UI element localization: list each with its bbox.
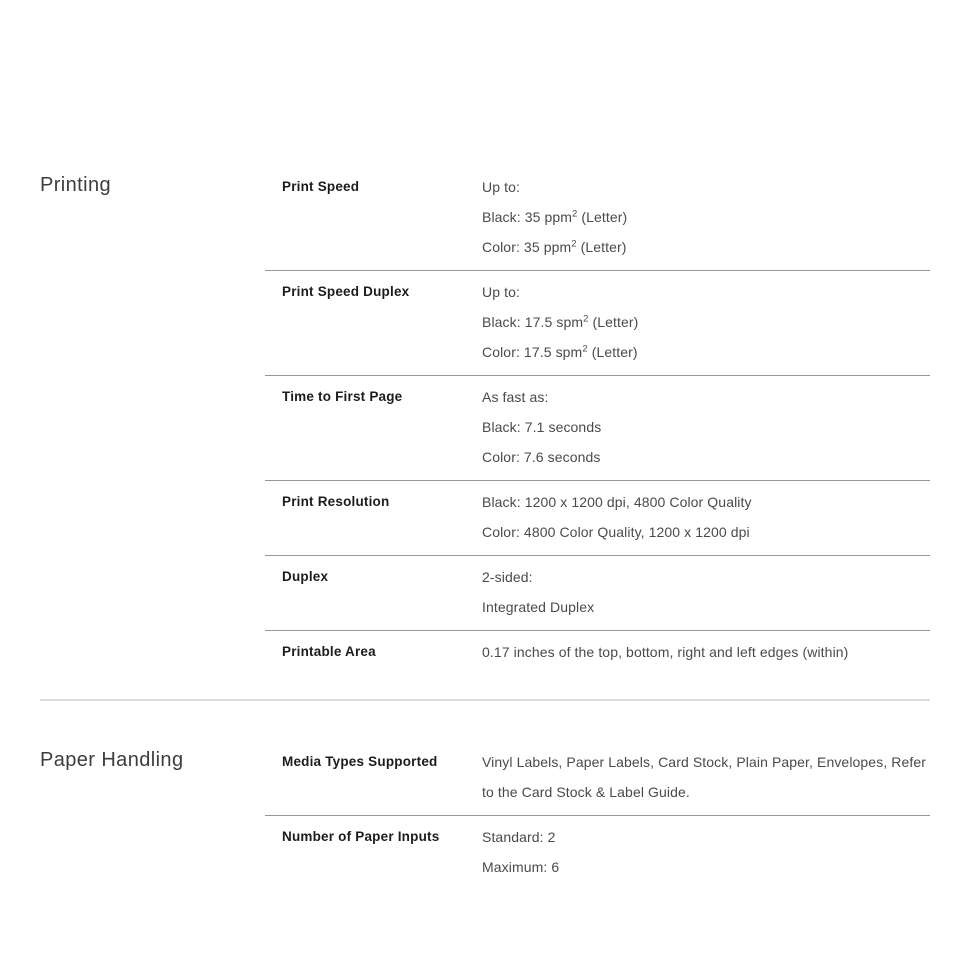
spec-row-print-speed [265, 166, 930, 271]
spec-value-line: Standard: 2 [482, 829, 556, 845]
spec-label: Media Types Supported [282, 754, 438, 769]
spec-value-line: Maximum: 6 [482, 859, 560, 875]
spec-row-number-of-paper-inputs [265, 816, 930, 890]
value-text: Black: 17.5 spm [482, 314, 584, 330]
value-text: (Letter) [576, 239, 627, 255]
spec-row-media-types-supported [265, 741, 930, 816]
spec-value-line [482, 307, 930, 337]
spec-value-line: 2-sided: [482, 569, 533, 585]
superscript: 2 [582, 343, 588, 355]
spec-value-line: Black: 7.1 seconds [482, 419, 602, 435]
paper-handling-title-column [40, 741, 265, 772]
spec-value-line: Color: 7.6 seconds [482, 449, 601, 465]
value-text: Color: 35 ppm [482, 239, 572, 255]
spec-value-line: Vinyl Labels, Paper Labels, Card Stock, Plain Paper, Envelopes, Refer to the Card Stock & Label Guide. [482, 754, 927, 800]
section-title-paper-handling: Paper Handling [40, 749, 184, 771]
spec-row-duplex [265, 556, 930, 631]
printing-title-column [40, 166, 265, 197]
spec-value-line [482, 202, 930, 232]
spec-row-time-to-first-page [265, 376, 930, 481]
value-text: Black: 35 ppm [482, 209, 573, 225]
spec-value [482, 382, 930, 472]
superscript: 2 [583, 313, 589, 325]
spec-value-line: As fast as: [482, 389, 549, 405]
value-text: (Letter) [577, 209, 628, 225]
spec-value [482, 487, 930, 547]
spec-value-line: Integrated Duplex [482, 599, 595, 615]
spec-value-line: Black: 1200 x 1200 dpi, 4800 Color Quality [482, 494, 752, 510]
spec-value-line [482, 232, 930, 262]
spec-label: Print Resolution [282, 494, 390, 509]
printing-spec-table [265, 166, 930, 675]
value-text: (Letter) [587, 344, 638, 360]
superscript: 2 [572, 208, 578, 220]
section-paper-handling [0, 741, 970, 890]
spec-value-line: Color: 4800 Color Quality, 1200 x 1200 dpi [482, 524, 750, 540]
spec-value [482, 747, 930, 807]
spec-value [482, 822, 930, 882]
spec-value [482, 637, 930, 667]
spec-label: Time to First Page [282, 389, 403, 404]
spec-label: Print Speed Duplex [282, 284, 410, 299]
section-title-printing: Printing [40, 174, 112, 196]
spec-value-line: 0.17 inches of the top, bottom, right and left edges (within) [482, 644, 849, 660]
section-printing [0, 166, 970, 675]
spec-value [482, 562, 930, 622]
value-text: (Letter) [588, 314, 639, 330]
paper-handling-spec-table [265, 741, 930, 890]
superscript: 2 [571, 238, 577, 250]
spec-value-line [482, 337, 930, 367]
spec-value [482, 277, 930, 367]
spec-value [482, 172, 930, 262]
spec-row-printable-area [265, 631, 930, 675]
spec-label: Printable Area [282, 644, 376, 659]
spec-row-print-speed-duplex [265, 271, 930, 376]
spec-label: Print Speed [282, 179, 360, 194]
spec-label: Duplex [282, 569, 329, 584]
spec-row-print-resolution [265, 481, 930, 556]
spec-value-line: Up to: [482, 284, 520, 300]
spec-label: Number of Paper Inputs [282, 829, 440, 844]
section-divider [40, 699, 930, 701]
spec-value-line: Up to: [482, 179, 520, 195]
value-text: Color: 17.5 spm [482, 344, 583, 360]
